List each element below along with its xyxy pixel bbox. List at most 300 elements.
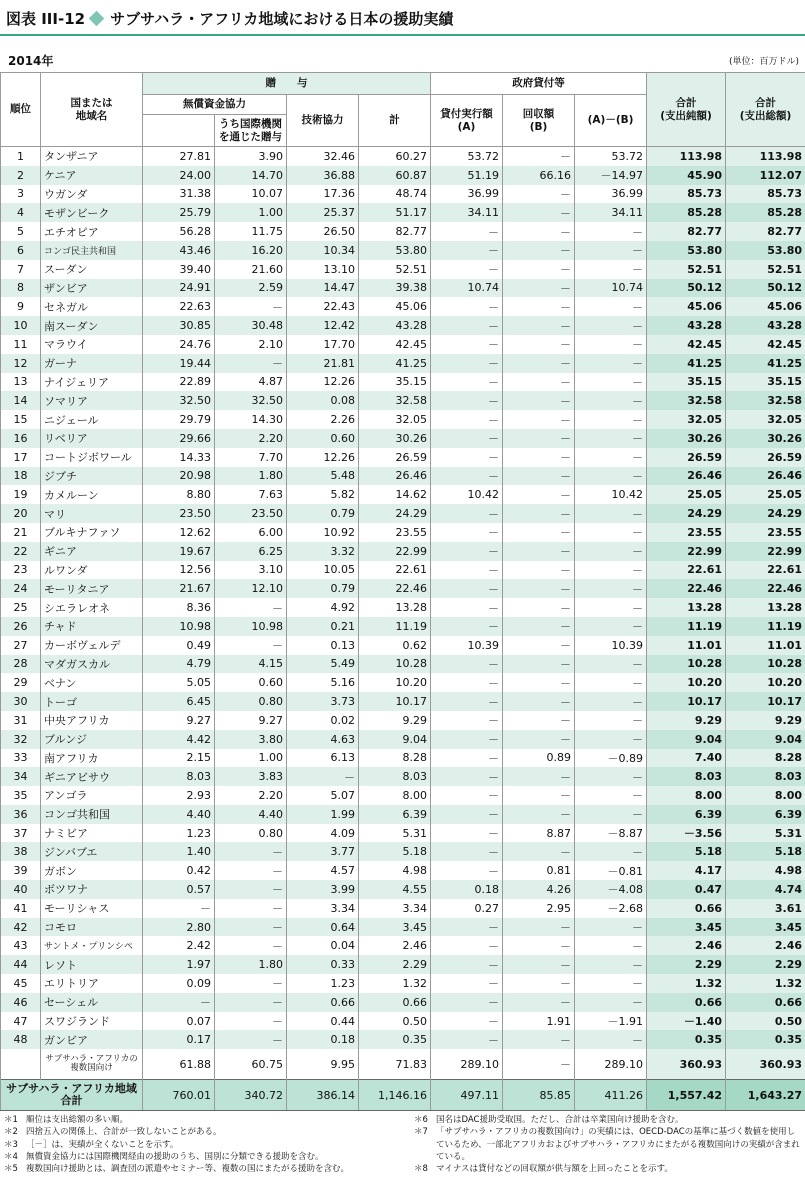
sub-cell: 45.06: [359, 297, 431, 316]
gross-cell: 22.61: [726, 561, 805, 580]
recov-cell: －: [503, 279, 575, 298]
sub-cell: 2.46: [359, 936, 431, 955]
grand-total-row: [1, 1080, 805, 1111]
note-mark: ＊2: [4, 1127, 18, 1138]
exec-cell: 10.42: [431, 485, 503, 504]
exec-cell: －: [431, 692, 503, 711]
country-cell: コンゴ共和国: [41, 805, 143, 824]
exec-cell: －: [431, 861, 503, 880]
country-cell: ソマリア: [41, 391, 143, 410]
country-cell: トーゴ: [41, 692, 143, 711]
sub-cell: 71.83: [359, 1049, 431, 1080]
intl-cell: －: [215, 297, 287, 316]
grant-cell: 0.09: [143, 974, 215, 993]
header-grant: 贈 与: [143, 73, 431, 95]
diff-cell: －0.81: [575, 861, 647, 880]
recov-cell: －: [503, 617, 575, 636]
grant-cell: 22.89: [143, 373, 215, 392]
table-row: [1, 504, 805, 523]
intl-cell: 0.80: [215, 692, 287, 711]
tech-cell: 0.79: [287, 504, 359, 523]
diff-cell: －: [575, 767, 647, 786]
note-item: [414, 1126, 802, 1163]
intl-cell: －: [215, 993, 287, 1012]
sub-cell: 5.31: [359, 824, 431, 843]
net-cell: 23.55: [647, 523, 726, 542]
table-row: [1, 1030, 805, 1049]
tech-cell: 0.02: [287, 711, 359, 730]
intl-cell: 1.80: [215, 955, 287, 974]
table-row: [1, 542, 805, 561]
gross-cell: 11.01: [726, 636, 805, 655]
gross-cell: 8.00: [726, 786, 805, 805]
recov-cell: －: [503, 711, 575, 730]
grant-cell: 0.42: [143, 861, 215, 880]
note-mark: ＊1: [4, 1115, 18, 1125]
intl-cell: 0.80: [215, 824, 287, 843]
gross-cell: 8.03: [726, 767, 805, 786]
country-cell: コンゴ民主共和国: [41, 241, 143, 260]
rank-cell: 33: [1, 749, 41, 768]
table-row: [1, 373, 805, 392]
rank-cell: 5: [1, 222, 41, 241]
country-cell: マダガスカル: [41, 655, 143, 674]
note-item: [4, 1139, 404, 1151]
country-cell: ルワンダ: [41, 561, 143, 580]
net-cell: 2.29: [647, 955, 726, 974]
gross-cell: 9.04: [726, 730, 805, 749]
sub-cell: 10.28: [359, 655, 431, 674]
country-cell: ブルキナファソ: [41, 523, 143, 542]
exec-cell: －: [431, 673, 503, 692]
sub-cell: 32.05: [359, 410, 431, 429]
rank-cell: 48: [1, 1030, 41, 1049]
sub-cell: 22.99: [359, 542, 431, 561]
rank-cell: 16: [1, 429, 41, 448]
exec-cell: －: [431, 805, 503, 824]
recov-cell: －: [503, 429, 575, 448]
grant-cell: 0.07: [143, 1012, 215, 1031]
grant-cell: 4.40: [143, 805, 215, 824]
country-cell: レソト: [41, 955, 143, 974]
grant-cell: 0.17: [143, 1030, 215, 1049]
diff-cell: －: [575, 222, 647, 241]
sub-cell: 4.98: [359, 861, 431, 880]
grant-cell: 12.56: [143, 561, 215, 580]
grant-cell: 22.63: [143, 297, 215, 316]
table-row: [1, 203, 805, 222]
country-cell: コートジボワール: [41, 448, 143, 467]
tech-cell: 0.04: [287, 936, 359, 955]
rank-cell: 28: [1, 655, 41, 674]
note-item: [414, 1163, 802, 1175]
gross-cell: 25.05: [726, 485, 805, 504]
gross-cell: 0.35: [726, 1030, 805, 1049]
grant-cell: 1.23: [143, 824, 215, 843]
sub-cell: 9.29: [359, 711, 431, 730]
grant-cell: 2.80: [143, 918, 215, 937]
table-row: [1, 485, 805, 504]
recov-cell: －: [503, 335, 575, 354]
exec-cell: －: [431, 579, 503, 598]
recov-cell: －: [503, 147, 575, 166]
net-cell: 52.51: [647, 260, 726, 279]
intl-cell: 6.25: [215, 542, 287, 561]
note-text: ［－］は、実績が全くないことを示す。: [26, 1139, 179, 1150]
table-row: [1, 222, 805, 241]
diff-cell: 10.74: [575, 279, 647, 298]
rank-cell: 1: [1, 147, 41, 166]
tech-cell: 0.33: [287, 955, 359, 974]
net-cell: 360.93: [647, 1049, 726, 1080]
tech-cell: 10.05: [287, 561, 359, 580]
note-text: 無償資金協力には国際機関経由の援助のうち、国別に分類できる援助を含む。: [26, 1151, 324, 1162]
gross-cell: 4.74: [726, 880, 805, 899]
intl-cell: －: [215, 861, 287, 880]
grant-cell: 14.33: [143, 448, 215, 467]
table-row: [1, 824, 805, 843]
net-cell: 26.59: [647, 448, 726, 467]
grant-cell: 61.88: [143, 1049, 215, 1080]
gross-cell: 6.39: [726, 805, 805, 824]
recov-cell: －: [503, 805, 575, 824]
country-cell: ケニア: [41, 166, 143, 185]
notes-right: [414, 1114, 802, 1175]
rank-cell: 36: [1, 805, 41, 824]
intl-cell: －: [215, 1012, 287, 1031]
grant-cell: 23.50: [143, 504, 215, 523]
diff-cell: －: [575, 617, 647, 636]
gross-cell: 113.98: [726, 147, 805, 166]
diff-cell: 10.39: [575, 636, 647, 655]
country-cell: ガーナ: [41, 354, 143, 373]
rank-cell: 18: [1, 467, 41, 486]
rank-cell: 32: [1, 730, 41, 749]
gross-cell: 35.15: [726, 373, 805, 392]
tech-cell: 3.99: [287, 880, 359, 899]
intl-cell: 2.59: [215, 279, 287, 298]
diff-cell: －: [575, 786, 647, 805]
sub-cell: 26.46: [359, 467, 431, 486]
intl-cell: 16.20: [215, 241, 287, 260]
net-cell: 10.20: [647, 673, 726, 692]
gross-cell: 3.45: [726, 918, 805, 937]
country-cell: ナイジェリア: [41, 373, 143, 392]
table-row: [1, 241, 805, 260]
recov-cell: －: [503, 561, 575, 580]
net-cell: 6.39: [647, 805, 726, 824]
grant-cell: 9.27: [143, 711, 215, 730]
net-cell: 45.90: [647, 166, 726, 185]
grant-cell: 21.67: [143, 579, 215, 598]
country-cell: スワジランド: [41, 1012, 143, 1031]
exec-cell: －: [431, 467, 503, 486]
tech-cell: 0.18: [287, 1030, 359, 1049]
exec-cell: －: [431, 561, 503, 580]
sub-cell: 0.62: [359, 636, 431, 655]
net-cell: 85.73: [647, 185, 726, 204]
country-cell: サントメ・プリンシペ: [41, 936, 143, 955]
diff-cell: 289.10: [575, 1049, 647, 1080]
country-cell: ナミビア: [41, 824, 143, 843]
net-cell: 2.46: [647, 936, 726, 955]
exec-cell: －: [431, 993, 503, 1012]
country-cell: エリトリア: [41, 974, 143, 993]
exec-cell: －: [431, 297, 503, 316]
rank-cell: 44: [1, 955, 41, 974]
exec-cell: 36.99: [431, 185, 503, 204]
gross-cell: 0.66: [726, 993, 805, 1012]
diff-cell: －: [575, 504, 647, 523]
gross-cell: 50.12: [726, 279, 805, 298]
sub-total-cell: 1,146.16: [359, 1080, 431, 1111]
country-cell: ギニアビサウ: [41, 767, 143, 786]
sub-cell: 35.15: [359, 373, 431, 392]
diff-cell: －: [575, 692, 647, 711]
recov-cell: 66.16: [503, 166, 575, 185]
exec-cell: 0.27: [431, 899, 503, 918]
exec-cell: －: [431, 974, 503, 993]
notes-left: [4, 1114, 404, 1175]
tech-cell: 4.57: [287, 861, 359, 880]
intl-cell: 3.83: [215, 767, 287, 786]
table-row: [1, 561, 805, 580]
country-cell: アンゴラ: [41, 786, 143, 805]
gross-cell: 43.28: [726, 316, 805, 335]
exec-cell: －: [431, 410, 503, 429]
tech-cell: －: [287, 767, 359, 786]
gross-cell: 26.46: [726, 467, 805, 486]
sub-cell: 51.17: [359, 203, 431, 222]
table-row: [1, 354, 805, 373]
grant-cell: 19.67: [143, 542, 215, 561]
sub-cell: 22.46: [359, 579, 431, 598]
rank-cell: 11: [1, 335, 41, 354]
diff-cell: －: [575, 655, 647, 674]
year-label: 2014年: [8, 54, 54, 68]
recov-cell: －: [503, 467, 575, 486]
recov-cell: －: [503, 786, 575, 805]
table-row: [1, 617, 805, 636]
recov-total-cell: 85.85: [503, 1080, 575, 1111]
net-total-cell: 1,557.42: [647, 1080, 726, 1111]
sub-cell: 48.74: [359, 185, 431, 204]
net-cell: 0.66: [647, 993, 726, 1012]
recov-cell: －: [503, 504, 575, 523]
tech-cell: 5.82: [287, 485, 359, 504]
header-loan: 政府貸付等: [431, 73, 647, 95]
gross-cell: 10.28: [726, 655, 805, 674]
gross-cell: 32.58: [726, 391, 805, 410]
table-row: [1, 993, 805, 1012]
grant-cell: 56.28: [143, 222, 215, 241]
table-row: [1, 861, 805, 880]
header-tech: 技術協力: [287, 95, 359, 147]
gross-cell: 9.29: [726, 711, 805, 730]
diff-cell: －: [575, 918, 647, 937]
diff-cell: －: [575, 598, 647, 617]
diff-cell: －: [575, 974, 647, 993]
table-row: [1, 673, 805, 692]
recov-cell: －: [503, 241, 575, 260]
table-row: [1, 467, 805, 486]
note-text: 順位は支出総額の多い順。: [26, 1115, 129, 1125]
sub-cell: 30.26: [359, 429, 431, 448]
sub-cell: 24.29: [359, 504, 431, 523]
exec-cell: 0.18: [431, 880, 503, 899]
intl-total-cell: 340.72: [215, 1080, 287, 1111]
rank-cell: [1, 1049, 41, 1080]
country-cell: モーリシャス: [41, 899, 143, 918]
table-row: [1, 805, 805, 824]
net-cell: 32.05: [647, 410, 726, 429]
intl-cell: 32.50: [215, 391, 287, 410]
intl-cell: 0.60: [215, 673, 287, 692]
tech-cell: 3.34: [287, 899, 359, 918]
country-cell: エチオピア: [41, 222, 143, 241]
grant-cell: 24.76: [143, 335, 215, 354]
exec-cell: －: [431, 1012, 503, 1031]
net-cell: 10.28: [647, 655, 726, 674]
country-cell: 南アフリカ: [41, 749, 143, 768]
gross-cell: 5.18: [726, 842, 805, 861]
aid-table: [0, 72, 805, 1111]
table-row: [1, 955, 805, 974]
header-recov: 回収額 (B): [503, 95, 575, 147]
country-cell: ガンビア: [41, 1030, 143, 1049]
tech-cell: 1.23: [287, 974, 359, 993]
exec-cell: －: [431, 542, 503, 561]
net-cell: 9.04: [647, 730, 726, 749]
diff-cell: －: [575, 523, 647, 542]
net-cell: 42.45: [647, 335, 726, 354]
tech-cell: 17.36: [287, 185, 359, 204]
diff-cell: －4.08: [575, 880, 647, 899]
gross-cell: 2.29: [726, 955, 805, 974]
exec-cell: －: [431, 354, 503, 373]
sub-cell: 11.19: [359, 617, 431, 636]
diff-cell: －0.89: [575, 749, 647, 768]
gross-cell: 41.25: [726, 354, 805, 373]
exec-cell: －: [431, 749, 503, 768]
tech-cell: 0.79: [287, 579, 359, 598]
exec-cell: －: [431, 730, 503, 749]
country-cell: ジブチ: [41, 467, 143, 486]
tech-cell: 13.10: [287, 260, 359, 279]
exec-cell: 10.39: [431, 636, 503, 655]
table-row: [1, 1012, 805, 1031]
recov-cell: －: [503, 297, 575, 316]
table-row: [1, 749, 805, 768]
gross-cell: 30.26: [726, 429, 805, 448]
country-cell: ベナン: [41, 673, 143, 692]
table-row: [1, 767, 805, 786]
table-row: [1, 899, 805, 918]
gross-cell: 85.28: [726, 203, 805, 222]
diff-cell: －1.91: [575, 1012, 647, 1031]
country-cell: 中央アフリカ: [41, 711, 143, 730]
rank-cell: 19: [1, 485, 41, 504]
gross-cell: 3.61: [726, 899, 805, 918]
net-cell: 0.66: [647, 899, 726, 918]
diff-cell: －: [575, 1030, 647, 1049]
net-cell: 0.47: [647, 880, 726, 899]
sub-cell: 10.20: [359, 673, 431, 692]
grant-cell: 6.45: [143, 692, 215, 711]
intl-cell: －: [215, 918, 287, 937]
intl-cell: 3.90: [215, 147, 287, 166]
recov-cell: －: [503, 410, 575, 429]
diff-cell: －: [575, 467, 647, 486]
country-cell: モザンビーク: [41, 203, 143, 222]
sub-cell: 13.28: [359, 598, 431, 617]
net-cell: 4.17: [647, 861, 726, 880]
tech-cell: 1.99: [287, 805, 359, 824]
note-text: 複数国向け援助とは、調査団の派遣やセミナー等、複数の国にまたがる援助を含む。: [26, 1164, 350, 1175]
net-cell: 50.12: [647, 279, 726, 298]
net-cell: 41.25: [647, 354, 726, 373]
gross-cell: 112.07: [726, 166, 805, 185]
exec-cell: －: [431, 429, 503, 448]
diff-cell: －: [575, 673, 647, 692]
exec-cell: 34.11: [431, 203, 503, 222]
table-row: [1, 429, 805, 448]
gross-cell: 4.98: [726, 861, 805, 880]
note-mark: ＊3: [4, 1139, 18, 1150]
net-cell: 13.28: [647, 598, 726, 617]
header-grant-aid-blank: [143, 115, 215, 147]
net-cell: 82.77: [647, 222, 726, 241]
intl-cell: 2.20: [215, 786, 287, 805]
exec-cell: 10.74: [431, 279, 503, 298]
table-row: [1, 842, 805, 861]
recov-cell: －: [503, 260, 575, 279]
rank-cell: 7: [1, 260, 41, 279]
sub-cell: 1.32: [359, 974, 431, 993]
net-cell: 8.03: [647, 767, 726, 786]
tech-cell: 14.47: [287, 279, 359, 298]
rank-cell: 46: [1, 993, 41, 1012]
grant-cell: 12.62: [143, 523, 215, 542]
grant-cell: 27.81: [143, 147, 215, 166]
figure-label: 図表 III-12: [6, 9, 86, 28]
diff-cell: －2.68: [575, 899, 647, 918]
diff-cell: －: [575, 316, 647, 335]
note-item: [414, 1114, 802, 1126]
exec-cell: －: [431, 767, 503, 786]
gross-cell: 42.45: [726, 335, 805, 354]
sub-cell: 3.34: [359, 899, 431, 918]
net-cell: 1.32: [647, 974, 726, 993]
gross-cell: 23.55: [726, 523, 805, 542]
table-row: [1, 166, 805, 185]
net-cell: 5.18: [647, 842, 726, 861]
diff-cell: －: [575, 805, 647, 824]
intl-cell: 1.00: [215, 749, 287, 768]
sub-cell: 42.45: [359, 335, 431, 354]
tech-cell: 26.50: [287, 222, 359, 241]
grant-cell: 5.05: [143, 673, 215, 692]
rank-cell: 31: [1, 711, 41, 730]
rank-cell: 47: [1, 1012, 41, 1031]
exec-cell: －: [431, 335, 503, 354]
intl-cell: 2.10: [215, 335, 287, 354]
country-cell: ギニア: [41, 542, 143, 561]
grant-cell: 25.79: [143, 203, 215, 222]
rank-cell: 17: [1, 448, 41, 467]
intl-cell: －: [215, 636, 287, 655]
recov-cell: 2.95: [503, 899, 575, 918]
